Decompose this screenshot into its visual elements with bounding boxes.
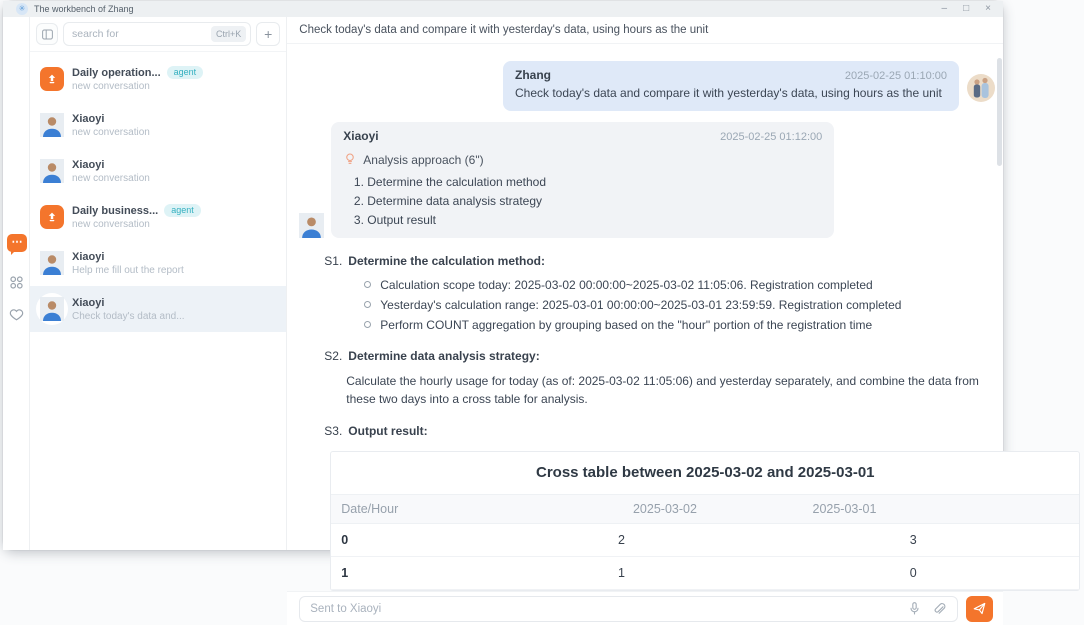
conversation-text [72,297,278,322]
minimize-icon[interactable]: – [941,3,948,14]
microphone-icon[interactable] [907,601,922,621]
sidebar [30,17,287,550]
analysis-approach-label: Analysis approach (6") [363,153,484,168]
table-cell-hour: 0 [341,533,349,548]
conversation-item[interactable] [30,240,286,286]
conversation-text [72,66,278,92]
apps-grid-icon[interactable] [9,275,24,295]
person-avatar [40,113,64,137]
search-box[interactable] [63,22,251,46]
agent-badge: agent [164,204,201,217]
search-shortcut-badge: Ctrl+K [211,26,246,42]
app-window [3,1,1003,581]
conversation-text [72,204,278,230]
table-cell-today: 1 [618,566,625,581]
agent-avatar-icon [40,205,64,229]
table-cell-yesterday: 3 [909,533,917,548]
user-name: Zhang [515,68,551,82]
person-avatar [40,251,64,275]
search-input[interactable] [72,28,207,40]
cross-table-header-cell: 2025-03-02 [632,502,697,517]
section-s1-title: Determine the calculation method: [348,253,545,268]
assistant-message-timestamp: 2025-02-25 01:12:00 [720,130,823,143]
send-button[interactable] [966,596,993,622]
conversation-text [72,159,278,184]
analysis-step: 2. Determine data analysis strategy [367,194,822,208]
agent-avatar-icon [40,67,64,91]
assistant-avatar [299,213,324,238]
chat-messages [287,44,1003,591]
conversation-list [30,52,286,550]
lightbulb-icon [343,152,357,169]
s1-bullet: Perform COUNT aggregation by grouping based on the "hour" portion of the registration time [364,317,1084,333]
sidebar-toggle-icon[interactable] [36,23,58,45]
app-logo-icon: ✳ [16,3,28,15]
cross-table-title: Cross table between 2025-03-02 and 2025-03-01 [331,452,1079,495]
close-icon[interactable]: × [985,3,991,14]
assistant-name: Xiaoyi [343,128,379,143]
cross-table-header-cell: 2025-03-01 [812,502,877,517]
new-conversation-button[interactable]: + [256,22,280,46]
conversation-subtitle: Help me fill out the report [72,264,184,276]
section-s2-title: Determine data analysis strategy: [348,349,540,364]
favorites-heart-icon[interactable] [9,307,24,327]
titlebar [3,1,1003,17]
table-row [331,524,1079,557]
section-s3-prefix: S3. [324,424,343,439]
conversation-title: Xiaoyi [72,250,105,263]
conversation-item[interactable] [30,102,286,148]
cross-table-header-row [331,495,1079,524]
conversation-title: Daily operation... [72,66,161,79]
user-message-timestamp: 2025-02-25 01:10:00 [844,70,947,82]
conversation-subtitle: new conversation [72,219,150,230]
section-s2-prefix: S2. [324,349,343,364]
conversation-subtitle: new conversation [72,172,150,184]
user-message [299,61,995,111]
conversation-text [72,113,278,138]
analysis-steps [367,175,822,227]
section-s3-title: Output result: [348,424,428,439]
message-input[interactable] [299,596,958,622]
conversation-item[interactable] [30,286,286,332]
person-avatar [40,159,64,183]
user-message-bubble [503,61,959,111]
chat-header-title: Check today's data and compare it with yesterday's data, using hours as the unit [287,17,1003,44]
section-s1-prefix: S1. [324,253,343,268]
attachment-paperclip-icon[interactable] [931,601,946,621]
conversation-title: Xiaoyi [72,112,105,125]
cross-table-body [331,524,1079,590]
table-row [331,557,1079,590]
analysis-step: 1. Determine the calculation method [367,175,822,189]
analysis-step: 3. Output result [367,213,822,227]
s1-bullet: Calculation scope today: 2025-03-02 00:00:00~2025-03-02 11:05:06. Registration completed [364,277,1084,293]
window-title: The workbench of Zhang [34,4,134,14]
conversation-subtitle: Check today's data and... [72,310,185,322]
table-cell-yesterday: 0 [909,566,917,581]
person-avatar [40,297,64,321]
s1-bullet: Yesterday's calculation range: 2025-03-01 00:00:00~2025-03-01 23:59:59. Registration completed [364,297,1084,313]
cross-table [330,451,1080,591]
user-message-text: Check today's data and compare it with yesterday's data, using hours as the unit [515,86,942,100]
s1-bullet-list [364,277,1084,334]
composer-bar [287,591,1003,625]
chat-pane [287,17,1003,581]
assistant-message-bubble [331,122,834,238]
conversation-title: Daily business... [72,204,159,217]
table-cell-hour: 1 [341,566,349,581]
cross-table-header-cell: Date/Hour [341,502,399,517]
sidebar-toolbar [30,17,286,52]
nav-rail [3,17,30,550]
maximize-icon[interactable]: □ [963,3,970,14]
conversation-title: Xiaoyi [72,158,105,171]
agent-badge: agent [167,66,204,79]
table-cell-today: 2 [618,533,625,548]
conversation-item[interactable] [30,194,286,240]
section-s1 [324,254,1084,268]
conversation-title: Xiaoyi [72,296,105,309]
conversation-item[interactable] [30,148,286,194]
s2-paragraph: Calculate the hourly usage for today (as of: 2025-03-02 11:05:06) and yesterday separately, and combine the data from these two days into a cross table for analysis. [346,374,979,406]
assistant-message [299,122,1003,238]
conversation-subtitle: new conversation [72,81,150,92]
section-s2 [324,349,1084,363]
chat-scrollbar[interactable] [997,58,1002,166]
assistant-answer [324,254,1084,591]
section-s3 [324,424,1084,438]
conversation-subtitle: new conversation [72,126,150,138]
conversation-item[interactable] [30,56,286,102]
chat-nav-icon[interactable]: ⋯ [7,234,27,252]
user-avatar [967,74,995,102]
conversation-text [72,251,278,276]
